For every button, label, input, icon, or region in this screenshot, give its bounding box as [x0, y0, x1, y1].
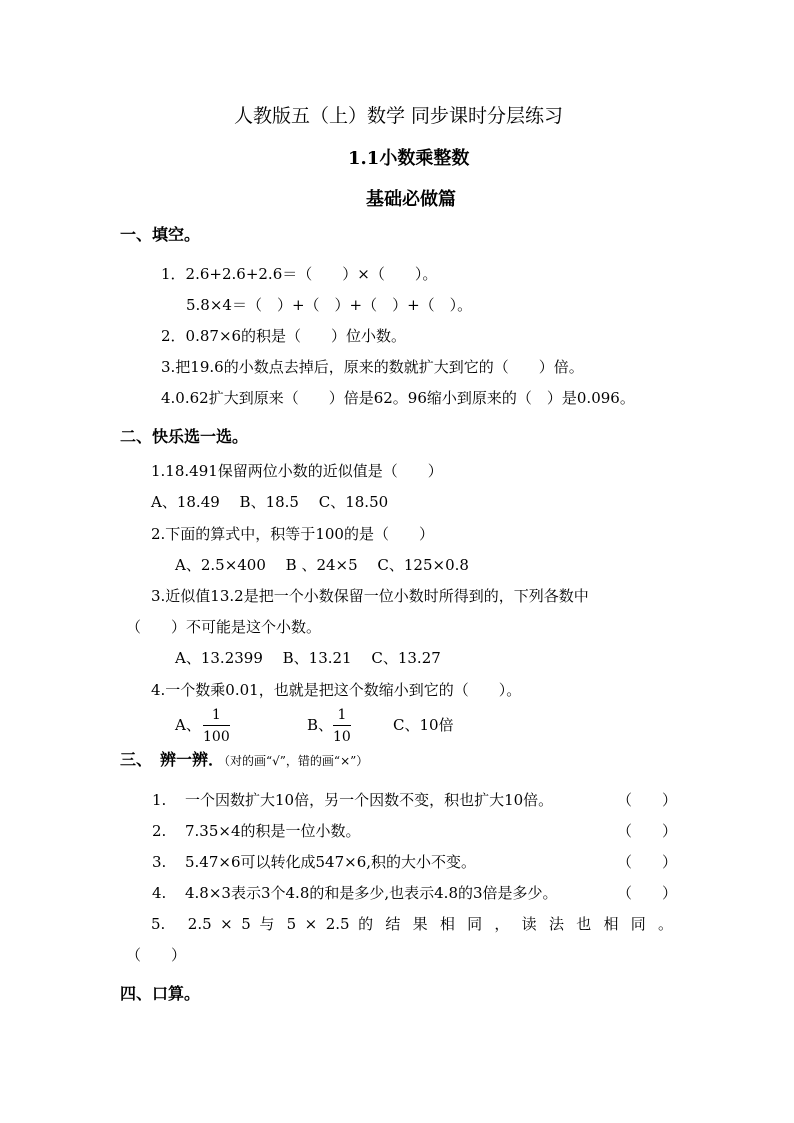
fill-question-1b: 5.8×4＝（ ）+（ ）+（ ）+（ ）。	[186, 296, 473, 314]
fraction-numerator: 1	[203, 707, 230, 726]
judge-blank-5: （ ）	[126, 946, 187, 964]
fraction-one-hundredth	[203, 707, 230, 745]
fraction-one-tenth	[333, 707, 351, 745]
fraction-denominator: 100	[203, 729, 230, 745]
section-heading-fill-blank: 一、填空。	[120, 225, 201, 244]
worksheet-title: 人教版五（上）数学 同步课时分层练习	[234, 105, 564, 127]
option-c: C、10倍	[393, 716, 454, 734]
fill-question-4: 4.0.62扩大到原来（ ）倍是62。96缩小到原来的（ ）是0.096。	[161, 389, 635, 407]
choice-question-1: 1.18.491保留两位小数的近似值是（ ）	[151, 462, 443, 480]
choice-question-4: 4.一个数乘0.01，也就是把这个数缩小到它的（ ）。	[151, 681, 522, 699]
option-a-label: A、	[175, 716, 201, 734]
judge-statement-3: 5.47×6可以转化成547×6,积的大小不变。	[185, 853, 477, 871]
fill-question-3: 3.把19.6的小数点去掉后，原来的数就扩大到它的（ ）倍。	[161, 358, 584, 376]
fraction-denominator: 10	[333, 729, 351, 745]
fraction-numerator: 1	[333, 707, 351, 726]
section-heading-judge	[120, 750, 368, 771]
choice-options-1: A、18.49 B、18.5 C、18.50	[151, 493, 389, 511]
judge-number-4: 4.	[152, 884, 167, 902]
lesson-title: 1.1小数乘整数	[348, 148, 470, 169]
judge-blank-2: （ ）	[617, 822, 678, 840]
judge-statement-5: 5. 2.5 × 5 与 5 × 2.5 的 结 果 相 同 ， 读 法 也 相 同 。	[151, 915, 673, 933]
judge-note: （对的画“√”，错的画“×”）	[224, 754, 369, 768]
level-title: 基础必做篇	[366, 189, 456, 210]
choice-question-2: 2.下面的算式中，积等于100的是（ ）	[151, 525, 434, 543]
judge-number-3: 3.	[152, 853, 167, 871]
judge-heading-text: 三、 辨一辨．	[120, 750, 225, 769]
choice-options-2: A、2.5×400 B 、24×5 C、125×0.8	[175, 556, 469, 574]
fill-question-2: 2．0.87×6的积是（ ）位小数。	[161, 327, 407, 345]
judge-blank-1: （ ）	[617, 791, 678, 809]
fill-question-1: 1．2.6+2.6+2.6＝（ ）×（ ）。	[161, 265, 438, 283]
judge-number-2: 2.	[152, 822, 167, 840]
judge-blank-4: （ ）	[617, 884, 678, 902]
section-heading-mental-math: 四、口算。	[120, 984, 201, 1003]
judge-blank-3: （ ）	[617, 853, 678, 871]
option-b-label: B、	[307, 716, 334, 734]
choice-options-3: A、13.2399 B、13.21 C、13.27	[175, 649, 441, 667]
choice-question-3-line1: 3.近似值13.2是把一个小数保留一位小数时所得到的，下列各数中	[151, 587, 589, 605]
choice-question-3-line2: （ ）不可能是这个小数。	[126, 618, 322, 636]
section-heading-choice: 二、快乐选一选。	[120, 427, 249, 446]
judge-statement-4: 4.8×3表示3个4.8的和是多少,也表示4.8的3倍是多少。	[185, 884, 558, 902]
judge-statement-2: 7.35×4的积是一位小数。	[185, 822, 361, 840]
judge-number-1: 1.	[152, 791, 167, 809]
judge-statement-1: 一个因数扩大10倍，另一个因数不变，积也扩大10倍。	[185, 791, 554, 809]
